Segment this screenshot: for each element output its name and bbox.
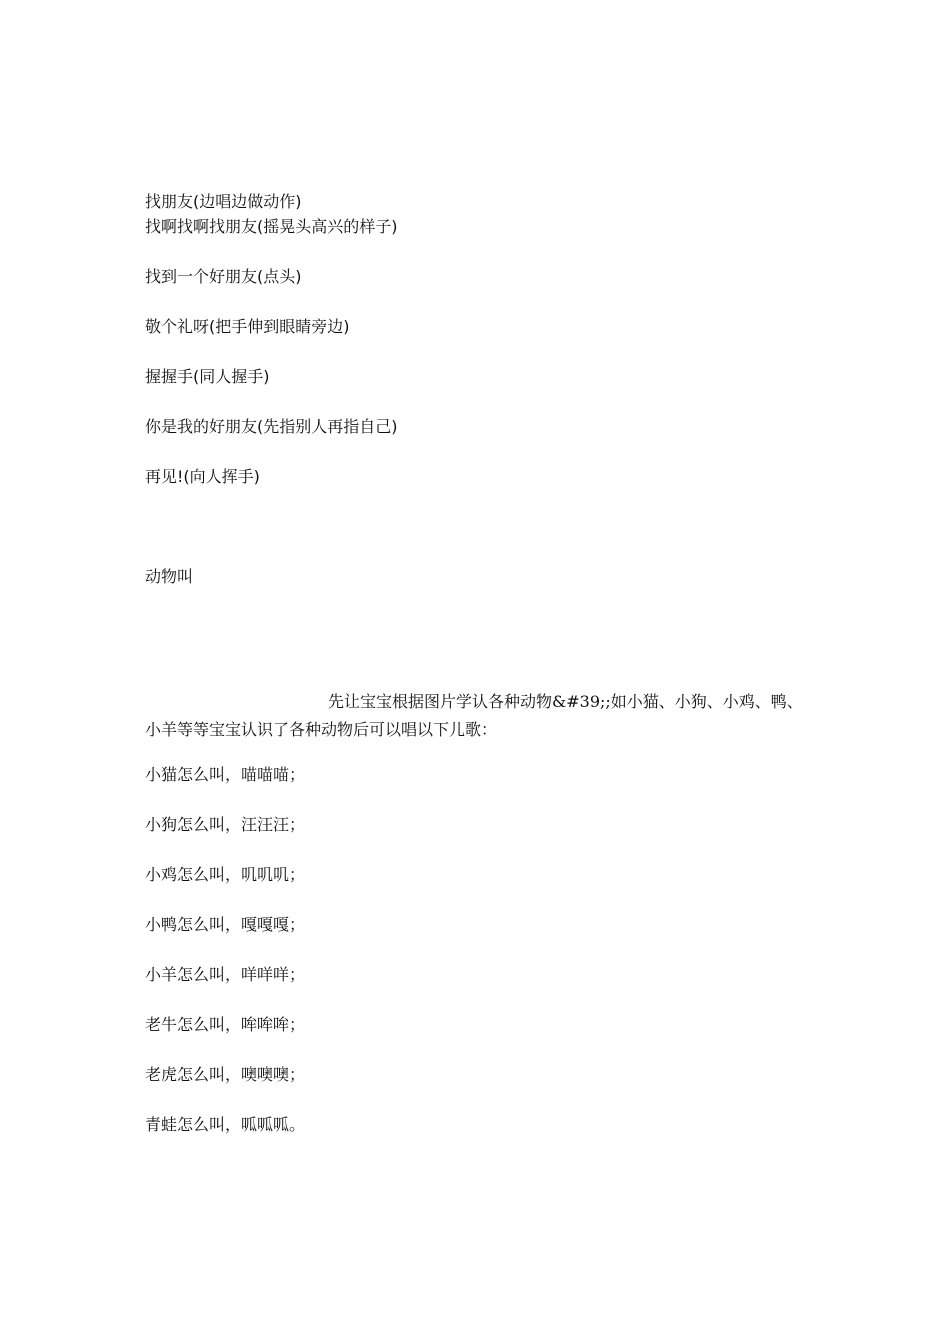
song1-line: 敬个礼呀(把手伸到眼睛旁边) [145,317,350,336]
song1-line: 找啊找啊找朋友(摇晃头高兴的样子) [145,217,398,236]
song2-line: 小羊怎么叫，咩咩咩； [145,965,306,984]
song2-title: 动物叫 [145,567,194,586]
song2-line: 小鸡怎么叫，叽叽叽； [145,865,306,884]
song2-line: 小鸭怎么叫，嘎嘎嘎； [145,915,306,934]
song2-line: 小狗怎么叫，汪汪汪； [145,815,306,834]
song2-line: 老牛怎么叫，哞哞哞； [145,1015,306,1034]
song1-line: 找朋友(边唱边做动作) [145,192,302,211]
song1-line: 再见!(向人挥手) [145,467,260,486]
song2-line: 小猫怎么叫，喵喵喵； [145,765,306,784]
song1-line: 握握手(同人握手) [145,367,270,386]
song2-line: 青蛙怎么叫，呱呱呱。 [145,1115,306,1134]
song2-line: 老虎怎么叫，噢噢噢； [145,1065,306,1084]
song2-intro: 先让宝宝根据图片学认各种动物&#39;;如小猫、小狗、小鸡、鸭、小羊等等宝宝认识了各种动物后可以唱以下儿歌： [145,692,803,739]
song1-line: 你是我的好朋友(先指别人再指自己) [145,417,398,436]
song1-line: 找到一个好朋友(点头) [145,267,302,286]
